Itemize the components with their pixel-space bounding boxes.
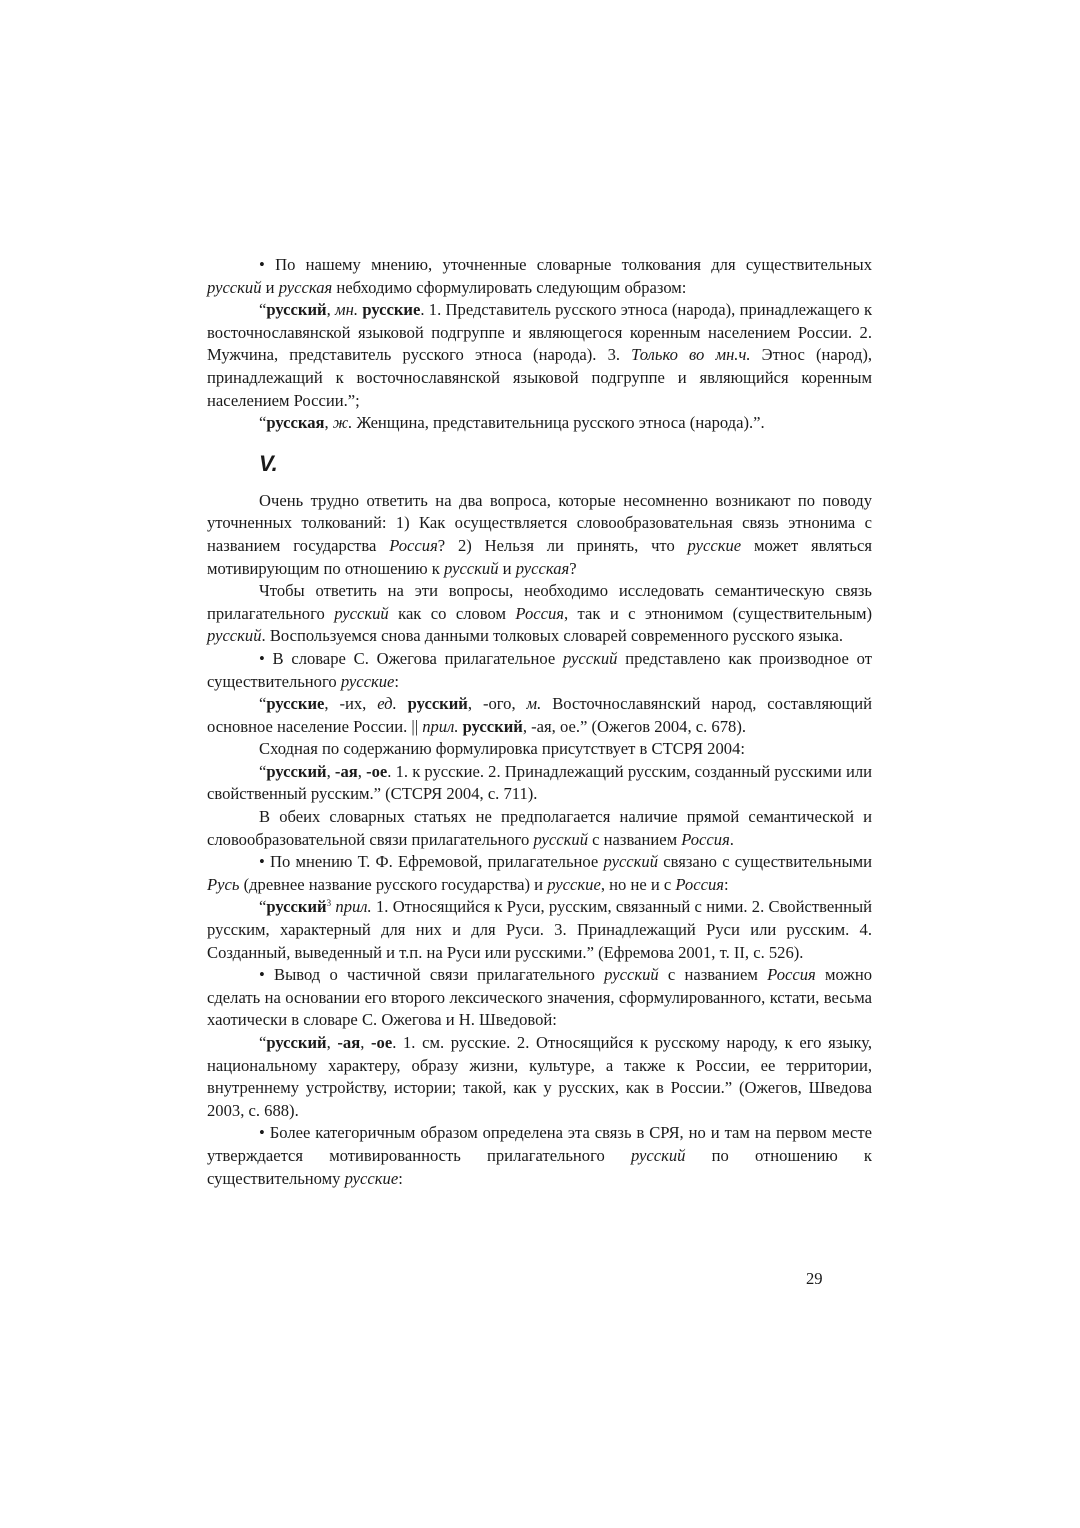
paragraph-10: В обеих словарных статьях не предполагается наличие прямой семантической и словообразовательной связи прилагательного русский с названием Россия.: [207, 807, 872, 849]
page-body: [207, 254, 872, 1190]
paragraph-15: • Более категоричным образом определена эта связь в СРЯ, но и там на первом месте утверждается мотивированность прилагательного русский по отношению к существительному русские:: [207, 1123, 872, 1188]
paragraph-9: “русский, -ая, -ое. 1. к русские. 2. Принадлежащий русским, созданный русскими или свойственный русским.” (СТСРЯ 2004, с. 711).: [207, 761, 873, 804]
paragraph-7: “русские, -их, ед. русский, -ого, м. Восточнославянский народ, составляющий основное население России. || прил. русский, -ая, ое.” (Ожегов 2004, с. 678).: [207, 694, 873, 736]
paragraph-3: “русская, ж. Женщина, представительница русского этноса (народа).”.: [259, 413, 765, 433]
paragraph-14: “русский, -ая, -ое. 1. см. русские. 2. Относящийся к русскому народу, к его языку, национальному характеру, образу жизни, культуре, а также к России, ее территории, внутреннему устройству, истории; такой, как у русских, как в России.” (Ожегов, Шведова 2003, с. 688).: [207, 1033, 873, 1120]
paragraph-1: • По нашему мнению, уточненные словарные толкования для существительных русский и русская небходимо сформулировать следующим образом:: [207, 255, 872, 297]
paragraph-11: • По мнению Т. Ф. Ефремовой, прилагательное русский связано с существительными Русь (древнее название русского государства) и русские, но не и с Россия:: [207, 852, 872, 894]
paragraph-5: Чтобы ответить на эти вопросы, необходимо исследовать семантическую связь прилагательного русский как со словом Россия, так и с этнонимом (существительным) русский. Воспользуемся снова данными толковых словарей современного русского языка.: [207, 581, 872, 646]
paragraph-6: • В словаре С. Ожегова прилагательное русский представлено как производное от существительного русские:: [207, 648, 872, 691]
paragraph-2: “русский, мн. русские. 1. Представитель русского этноса (народа), принадлежащего к восточнославянской языковой подгруппе и являющегося коренным населением России. 2. Мужчина, представитель русского этноса (народа). 3. Только во мн.ч. Этнос (народ), принадлежащий к восточнославянской языковой подгруппе и являющийся коренным населением России.”;: [207, 300, 873, 410]
page-number: 29: [806, 1269, 823, 1288]
paragraph-8: Сходная по содержанию формулировка присутствует в СТСРЯ 2004:: [259, 739, 745, 759]
footnote-marker: 3: [326, 898, 332, 909]
paragraph-12: “русский$^3$ прил. 1. Относящийся к Руси, русским, связанный с ними. 2. Свойственный русским, характерный для них и для Руси. 3. Принадлежащий Руси или русским. 4. Созданный, выведенный и т.п. на Руси или русскими.” (Ефремова 2001, т. II, с. 526).: [207, 897, 872, 962]
section-heading: V.: [259, 450, 278, 476]
paragraph-13: • Вывод о частичной связи прилагательного русский с названием Россия можно сделать на основании его второго лексического значения, сформулированного, кстати, весьма хаотически в словаре С. Ожегова и Н. Шведовой:: [207, 965, 872, 1030]
paragraph-4: Очень трудно ответить на два вопроса, которые несомненно возникают по поводу уточненных толкований: 1) Как осуществляется словообразовательная связь этнонима с названием государства Россия? 2) Нельзя ли принять, что русские может являться мотивирующим по отношению к русский и русская?: [207, 490, 872, 578]
